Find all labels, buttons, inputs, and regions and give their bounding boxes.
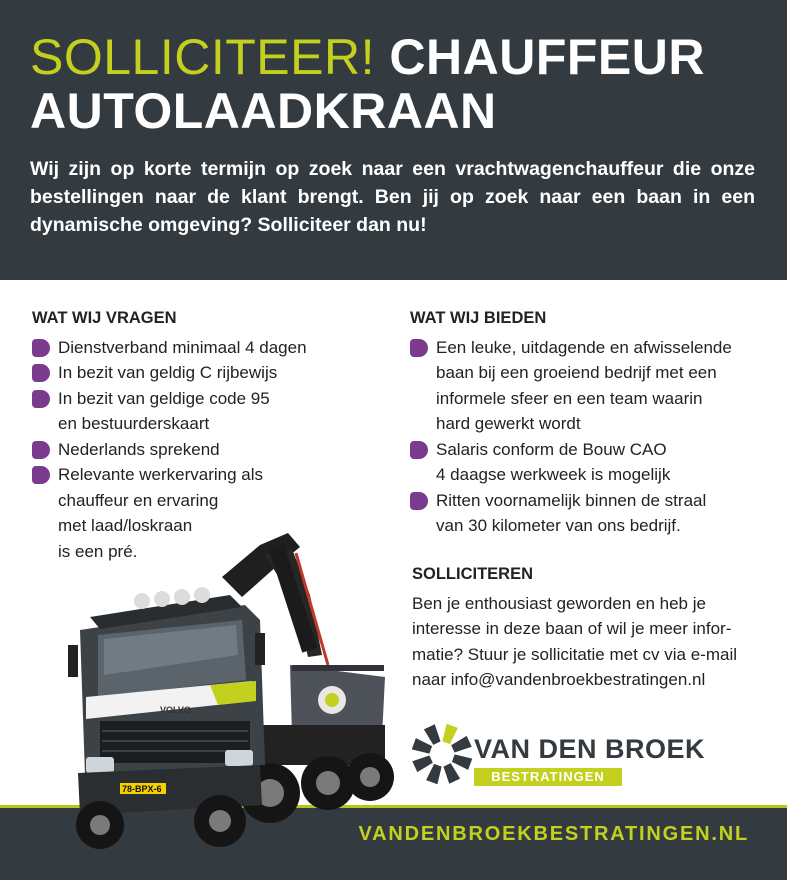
bieden-item <box>410 335 770 437</box>
sol-line: interesse in deze baan of wil je meer infor- <box>412 619 732 638</box>
title-accent: SOLLICITEER! <box>30 29 375 85</box>
footer-url[interactable]: VANDENBROEKBESTRATINGEN.NL <box>358 823 749 845</box>
flower-logo-icon <box>408 718 476 786</box>
bieden-item-line: Ritten voornamelijk binnen de straal <box>436 490 707 510</box>
vragen-item-line: is een pré. <box>58 541 138 561</box>
title-line1: CHAUFFEUR <box>389 29 705 85</box>
solliciteren-section <box>412 562 757 693</box>
vragen-item-line: met laad/loskraan <box>58 516 193 535</box>
vragen-item-line: chauffeur en ervaring <box>58 490 219 510</box>
bieden-item-line: Een leuke, uitdagende en afwisselende <box>436 337 732 357</box>
title-line2: AUTOLAADKRAAN <box>30 83 497 139</box>
vragen-item <box>32 437 362 463</box>
vragen-item-line: en bestuurderskaart <box>58 414 210 433</box>
bieden-item-line: 4 daagse werkweek is mogelijk <box>436 465 671 484</box>
bieden-item <box>410 437 770 488</box>
bieden-item-line: baan bij een groeiend bedrijf met een <box>436 363 717 382</box>
truck-brand: VOLVO <box>160 705 191 715</box>
vragen-heading: WAT WIJ VRAGEN <box>32 309 177 327</box>
vragen-item-line: In bezit van geldige code 95 <box>58 388 270 408</box>
sol-line-email[interactable]: naar info@vandenbroekbestratingen.nl <box>412 670 706 689</box>
header-banner <box>0 0 787 280</box>
logo-sub: BESTRATINGEN <box>474 768 622 786</box>
license-plate: 78-BPX-6 <box>122 784 162 794</box>
intro-text: Wij zijn op korte termijn op zoek naar een vrachtwagenchauffeur die onze bestellingen naar de klant brengt. Ben jij op zoek naar een baan in een dynamische omgeving? Solliciteer dan nu! <box>30 158 755 236</box>
company-logo <box>408 718 706 788</box>
vragen-item-line: Dienstverband minimaal 4 dagen <box>58 337 307 357</box>
bieden-list <box>410 335 770 539</box>
sol-line: matie? Stuur je sollicitatie met cv via e-mail <box>412 644 738 664</box>
vragen-item <box>32 386 362 437</box>
vragen-item-line: Nederlands sprekend <box>58 439 220 459</box>
bieden-section <box>410 306 770 539</box>
bieden-item-line: van 30 kilometer van ons bedrijf. <box>436 516 681 535</box>
bieden-item-line: Salaris conform de Bouw CAO <box>436 439 667 459</box>
vragen-item <box>32 335 362 361</box>
vragen-item-line: Relevante werkervaring als <box>58 465 264 484</box>
page-title <box>30 30 705 138</box>
vragen-item <box>32 360 362 386</box>
bieden-item-line: hard gewerkt wordt <box>436 414 581 433</box>
vragen-item-line: In bezit van geldig C rijbewijs <box>58 363 278 382</box>
bieden-item <box>410 488 770 539</box>
bieden-heading: WAT WIJ BIEDEN <box>410 309 547 327</box>
sol-line: Ben je enthousiast geworden en heb je <box>412 593 706 613</box>
truck-image <box>60 525 400 877</box>
solliciteren-heading: SOLLICITEREN <box>412 565 534 583</box>
logo-name: VAN DEN BROEK <box>474 734 706 764</box>
bieden-item-line: informele sfeer en een team waarin <box>436 388 703 408</box>
solliciteren-text <box>412 591 757 693</box>
